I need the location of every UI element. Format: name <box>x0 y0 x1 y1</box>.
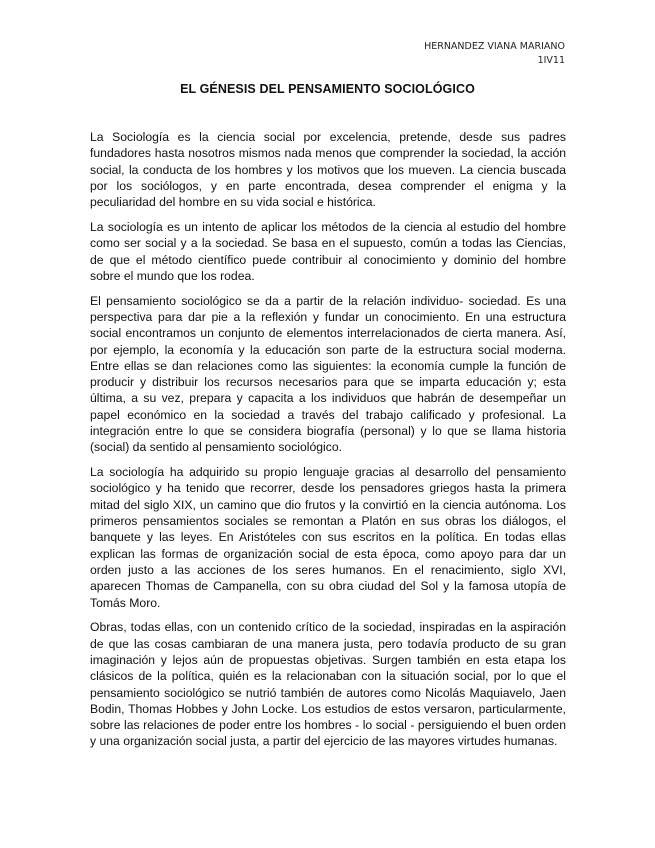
group-code: 1IV11 <box>537 55 565 66</box>
document-title: EL GÉNESIS DEL PENSAMIENTO SOCIOLÓGICO <box>180 82 475 96</box>
paragraph-4: La sociología ha adquirido su propio lenguaje gracias al desarrollo del pensamiento sociológico y ha tenido que recorrer, desde los pensadores griegos hasta la primera mitad del siglo XIX, un camino que dio frutos y la convirtió en la ciencia autónoma. Los primeros pensamientos sociales se remontan a Platón en sus obras los diálogos, el banquete y las leyes. En Aristóteles con sus escritos en la política. En todas ellas explican las formas de organización social de esta época, como apoyo para dar un orden justo a las acciones de los seres humanos. En el renacimiento, siglo XVI, aparecen Thomas de Campanella, con su obra ciudad del Sol y la famosa utopía de Tomás Moro. <box>90 465 566 610</box>
paragraph-5: Obras, todas ellas, con un contenido crítico de la sociedad, inspiradas en la aspiración de que las cosas cambiaran de una manera justa, pero todavía producto de su gran imaginación y lejos aún de propuestas objetivas. Surgen también en esta etapa los clásicos de la política, quién es la relacionaban con la situación social, por lo que el pensamiento sociológico se nutrió también de autores como Nicolás Maquiavelo, Jaen Bodin, Thomas Hobbes y John Locke. Los estudios de estos versaron, particularmente, sobre las relaciones de poder entre los hombres - lo social - persiguiendo el buen orden y una organización social justa, a partir del ejercicio de las mayores virtudes humanas. <box>90 620 566 749</box>
page-header <box>424 40 565 68</box>
paragraph-3: El pensamiento sociológico se da a partir de la relación individuo- sociedad. Es una perspectiva para dar pie a la reflexión y fundar un conocimiento. En una estructura social encontramos un conjunto de elementos interrelacionados de cierta manera. Así, por ejemplo, la economía y la educación son parte de la estructura social moderna. Entre ellas se dan relaciones como las siguientes: la economía cumple la función de producir y distribuir los recursos necesarios para que se imparta educación y; esta última, a su vez, prepara y capacita a los individuos que habrán de desempeñar un papel económico en la sociedad a través del trabajo calificado y profesional. La integración entre lo que se considera biografía (personal) y lo que se llama historia (social) da sentido al pensamiento sociológico. <box>90 293 566 455</box>
paragraph-2: La sociología es un intento de aplicar los métodos de la ciencia al estudio del hombre como ser social y a la sociedad. Se basa en el supuesto, común a todas las Ciencias, de que el método científico puede contribuir al conocimiento y dominio del hombre sobre el mundo que los rodea. <box>90 219 566 283</box>
author-name: HERNANDEZ VIANA MARIANO <box>424 41 565 52</box>
document-body <box>90 129 566 758</box>
paragraph-1: La Sociología es la ciencia social por excelencia, pretende, desde sus padres fundadores hasta nosotros mismos nada menos que comprender la sociedad, la acción social, la conducta de los hombres y los motivos que los mueven. La ciencia buscada por los sociólogos, y en parte encontrada, desea comprender el enigma y la peculiaridad del hombre en su vida social e histórica. <box>90 130 566 210</box>
